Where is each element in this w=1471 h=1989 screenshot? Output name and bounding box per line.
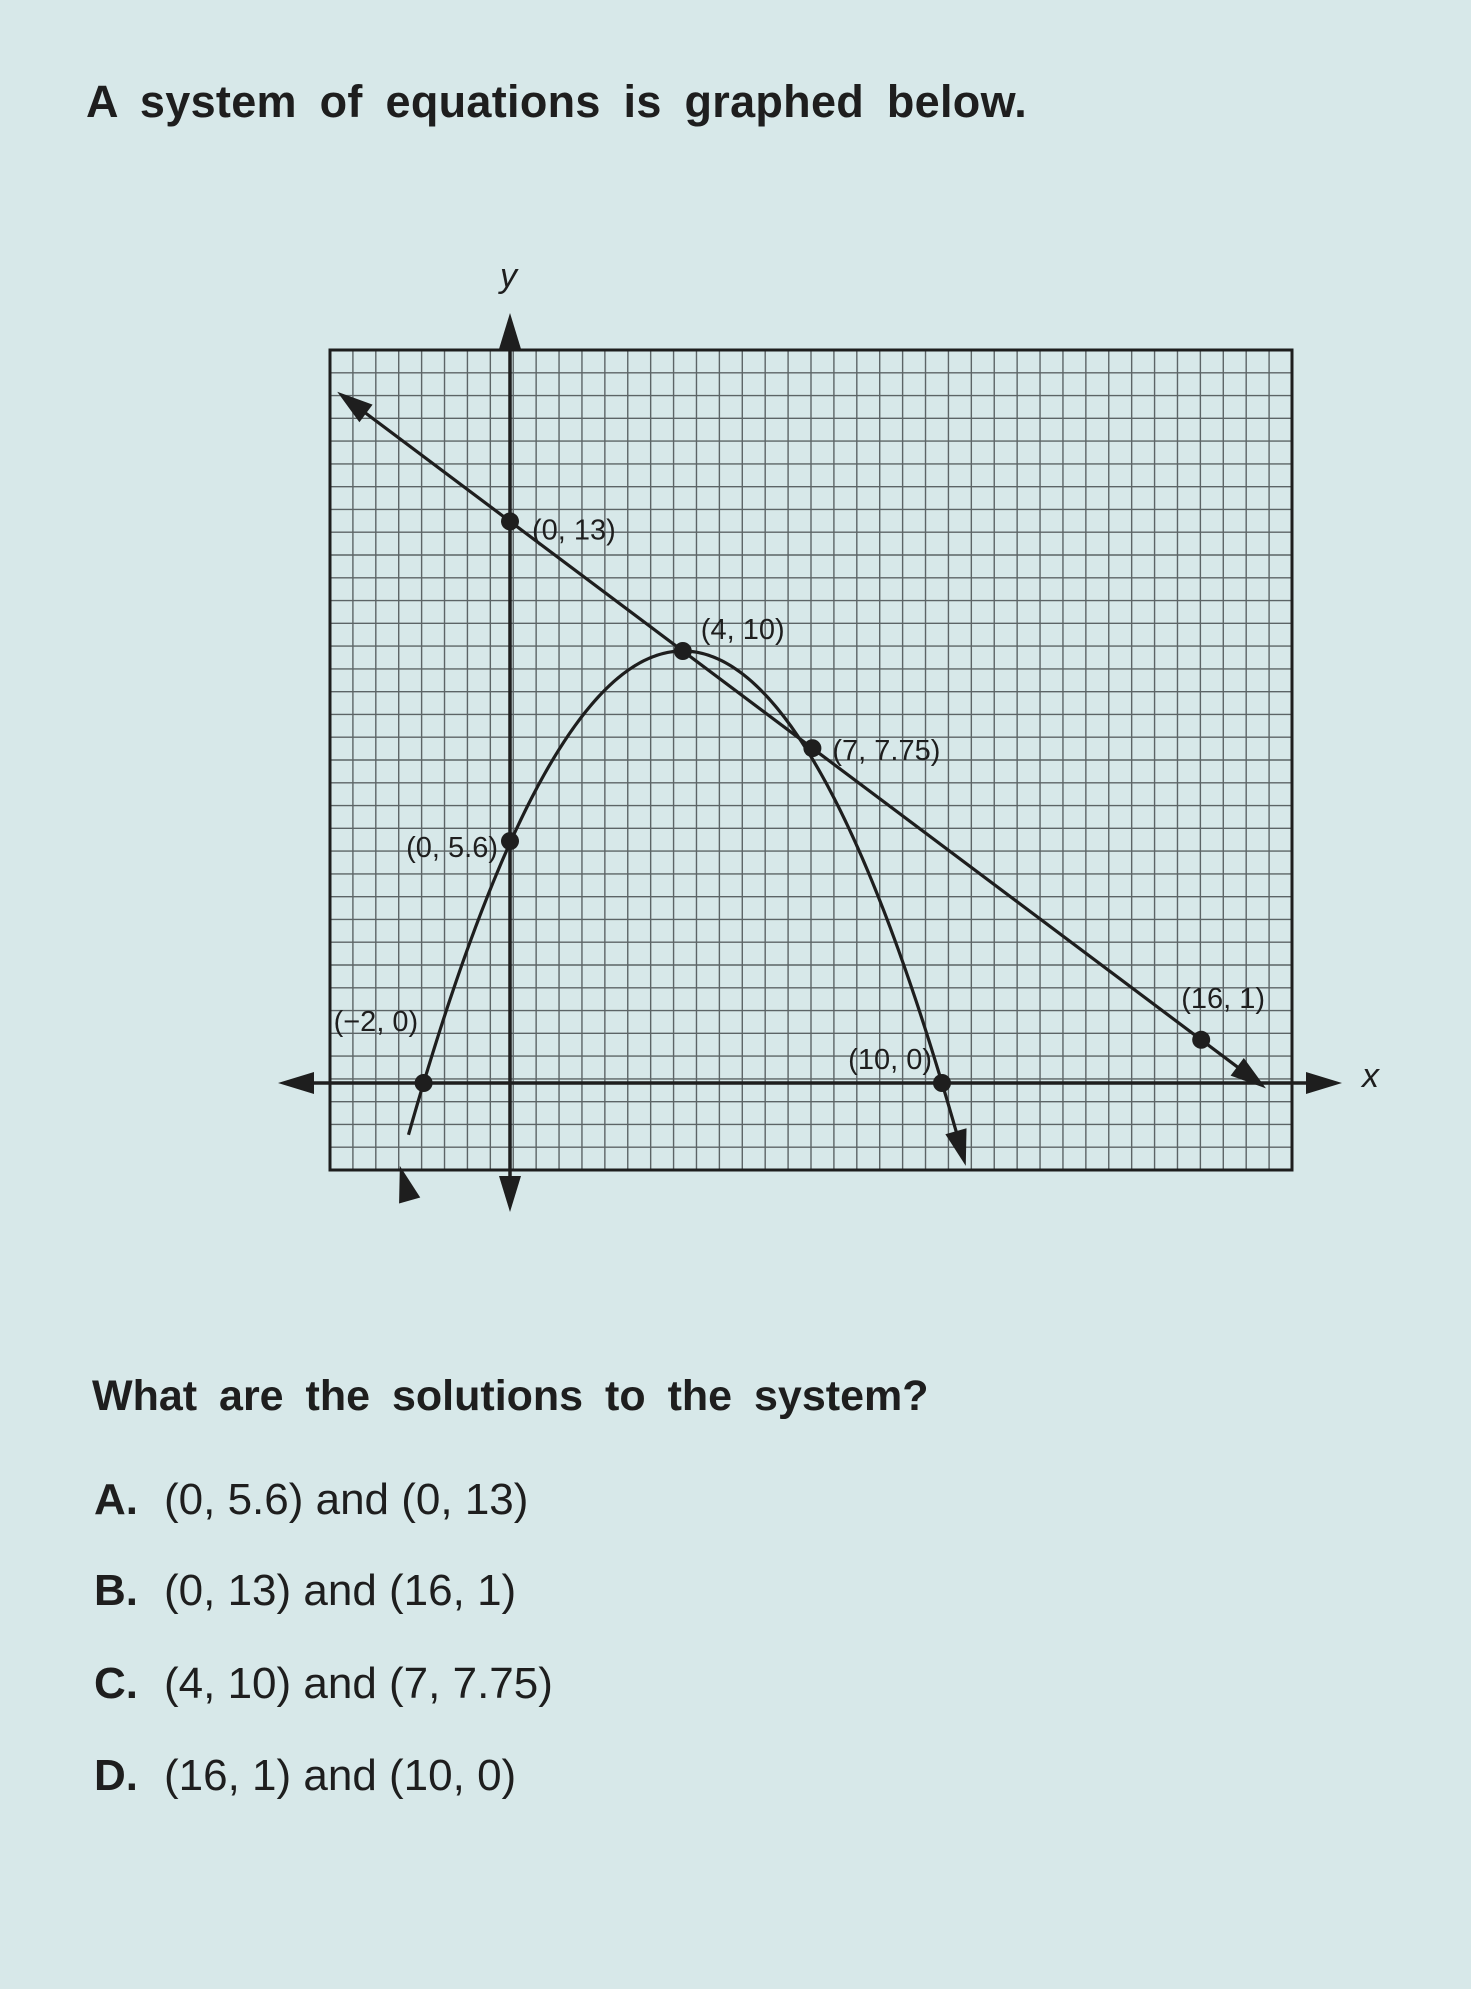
choice-text: (16, 1) and (10, 0)	[164, 1751, 517, 1800]
choice-text: (0, 5.6) and (0, 13)	[164, 1475, 529, 1524]
grid	[330, 350, 1292, 1170]
answer-choice-a[interactable]	[94, 1475, 528, 1525]
data-point	[501, 832, 519, 850]
point-label: (10, 0)	[848, 1044, 932, 1076]
y-axis-arrow-up	[499, 313, 521, 349]
point-label: (4, 10)	[700, 614, 785, 646]
choice-letter: B.	[94, 1566, 138, 1615]
x-axis-arrow-right	[1306, 1072, 1342, 1094]
y-axis-label: y	[500, 257, 517, 295]
answer-choice-c[interactable]	[94, 1659, 553, 1709]
question-title: A system of equations is graphed below.	[86, 76, 1028, 127]
y-axis-arrow-down	[499, 1176, 521, 1212]
choice-letter: C.	[94, 1659, 138, 1708]
point-label: (0, 5.6)	[406, 832, 498, 865]
point-label: (0, 13)	[532, 514, 616, 547]
data-point	[674, 642, 692, 660]
question-prompt: What are the solutions to the system?	[92, 1372, 929, 1420]
x-axis-label: x	[1362, 1057, 1379, 1095]
x-axis-arrow-left	[278, 1072, 314, 1094]
data-point	[501, 512, 519, 530]
answer-choice-b[interactable]	[94, 1566, 516, 1616]
choice-letter: A.	[94, 1475, 138, 1524]
answer-choice-d[interactable]	[94, 1751, 516, 1801]
choice-text: (4, 10) and (7, 7.75)	[164, 1659, 553, 1708]
data-point	[1192, 1031, 1210, 1049]
choice-text: (0, 13) and (16, 1)	[164, 1566, 517, 1615]
point-label: (16, 1)	[1181, 982, 1266, 1015]
choice-letter: D.	[94, 1751, 138, 1800]
points	[334, 512, 1265, 1092]
point-label: (−2, 0)	[333, 1006, 419, 1038]
data-point	[933, 1074, 951, 1092]
data-point	[803, 739, 821, 757]
axes	[278, 313, 1342, 1212]
data-point	[415, 1074, 433, 1092]
point-label: (7, 7.75)	[832, 735, 941, 768]
